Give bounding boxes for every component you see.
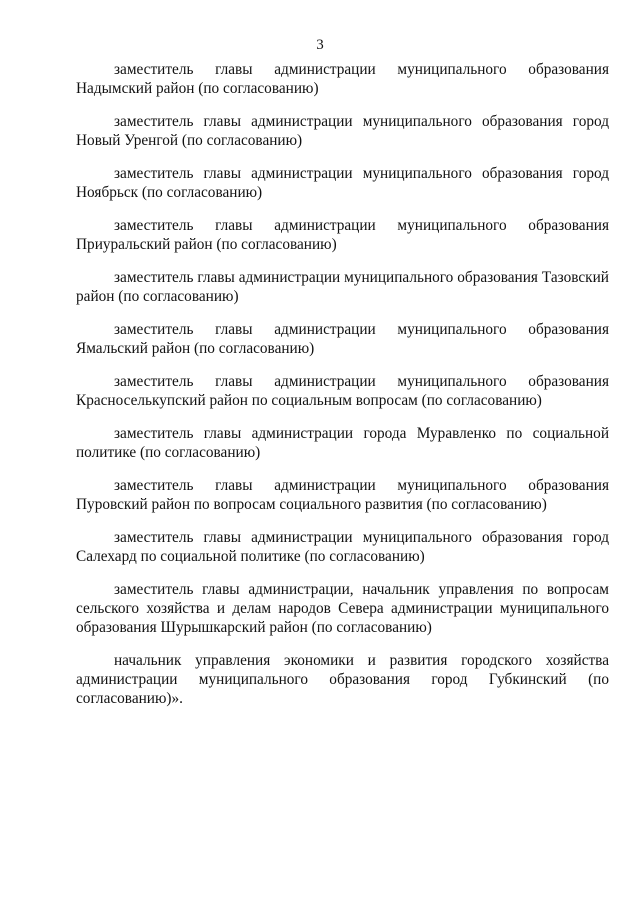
page-number: 3 xyxy=(316,37,324,53)
paragraph: заместитель главы администрации города Муравленко по социальной политике (по согласованию) xyxy=(76,425,609,461)
paragraph: заместитель главы администрации муниципального образования город Новый Уренгой (по согласованию) xyxy=(76,113,609,149)
paragraph: заместитель главы администрации муниципального образования Пуровский район по вопросам социального развития (по согласованию) xyxy=(76,477,609,513)
paragraph: заместитель главы администрации муниципального образования Приуральский район (по согласованию) xyxy=(76,217,609,253)
paragraph: заместитель главы администрации муниципального образования Красноселькупский район по социальным вопросам (по согласованию) xyxy=(76,373,609,409)
paragraph: заместитель главы администрации муниципального образования Тазовский район (по согласованию) xyxy=(76,269,609,305)
paragraph: заместитель главы администрации, начальник управления по вопросам сельского хозяйства и делам народов Севера администрации муниципального образования Шурышкарский район (по согласованию) xyxy=(76,581,609,636)
document-body xyxy=(76,60,609,722)
paragraph: заместитель главы администрации муниципального образования Ямальский район (по согласованию) xyxy=(76,321,609,357)
paragraph: заместитель главы администрации муниципального образования город Салехард по социальной политике (по согласованию) xyxy=(76,529,609,565)
paragraph: заместитель главы администрации муниципального образования город Ноябрьск (по согласованию) xyxy=(76,165,609,201)
paragraph: начальник управления экономики и развития городского хозяйства администрации муниципального образования город Губкинский (по согласованию)». xyxy=(76,652,609,707)
paragraph: заместитель главы администрации муниципального образования Надымский район (по согласованию) xyxy=(76,61,609,97)
